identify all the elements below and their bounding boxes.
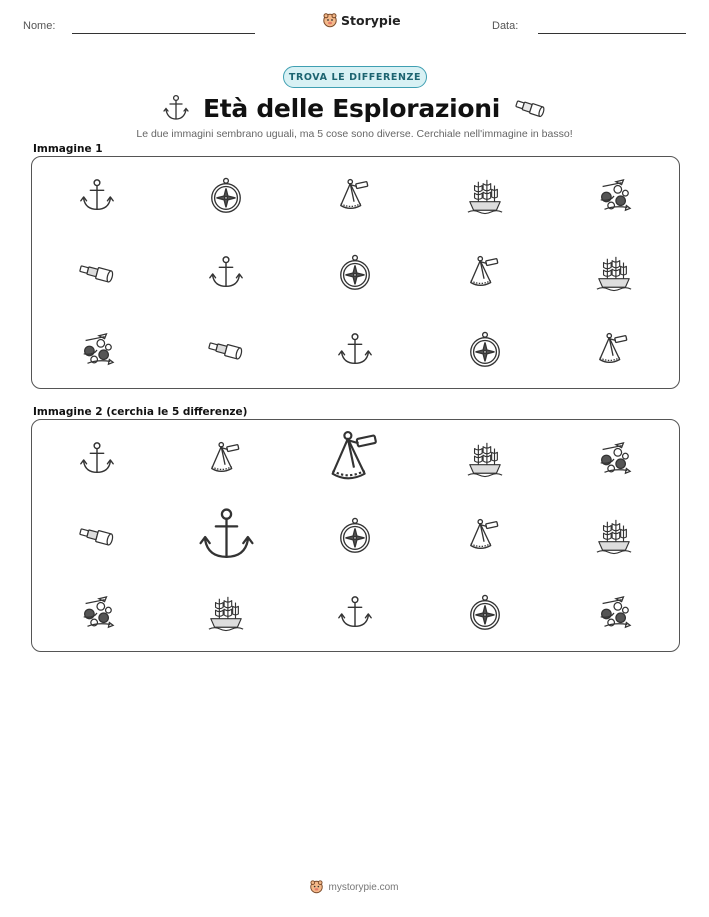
flowers-icon: [78, 594, 116, 632]
image2-cell[interactable]: [161, 497, 290, 574]
image2-cell[interactable]: [161, 574, 290, 651]
compass-icon: [336, 517, 374, 555]
storypie-mascot-icon: [323, 13, 337, 28]
sextant-icon: [466, 254, 504, 292]
anchor-icon: [336, 331, 374, 369]
image2-panel: [31, 419, 680, 652]
image1-cell[interactable]: [550, 311, 679, 388]
image1-cell[interactable]: [161, 311, 290, 388]
flowers-icon: [595, 594, 633, 632]
compass-icon: [336, 254, 374, 292]
flowers-icon: [595, 440, 633, 478]
ship-icon: [595, 517, 633, 555]
image1-cell[interactable]: [550, 234, 679, 311]
image1-cell[interactable]: [291, 311, 420, 388]
sextant-icon: [207, 440, 245, 478]
footer-url: mystorypie.com: [328, 881, 399, 893]
image2-cell[interactable]: [550, 420, 679, 497]
brand-name: Storypie: [341, 13, 401, 28]
difference-badge: [283, 66, 427, 88]
flowers-icon: [78, 331, 116, 369]
image2-cell[interactable]: [32, 574, 161, 651]
name-label: Nome:: [23, 20, 56, 32]
image1-panel: [31, 156, 680, 389]
image2-cell[interactable]: [420, 574, 549, 651]
panel2-label: Immagine 2 (cerchia le 5 differenze): [33, 406, 248, 418]
image1-cell[interactable]: [32, 311, 161, 388]
image2-cell[interactable]: [291, 420, 420, 497]
anchor-icon: [78, 177, 116, 215]
ship-icon: [466, 440, 504, 478]
ship-icon: [466, 177, 504, 215]
image2-cell[interactable]: [550, 497, 679, 574]
image1-cell[interactable]: [420, 157, 549, 234]
image2-cell[interactable]: [420, 420, 549, 497]
compass-icon: [466, 331, 504, 369]
image2-cell[interactable]: [420, 497, 549, 574]
instructions-text: Le due immagini sembrano uguali, ma 5 cose sono diverse. Cerchiale nell'immagine in basso!: [136, 128, 573, 140]
image1-cell[interactable]: [420, 234, 549, 311]
image1-cell[interactable]: [161, 234, 290, 311]
sextant-icon: [595, 331, 633, 369]
panel1-label: Immagine 1: [33, 143, 103, 155]
title-row: [0, 90, 709, 126]
image2-cell[interactable]: [550, 574, 679, 651]
image2-grid: [32, 420, 679, 651]
spyglass-icon: [514, 98, 546, 118]
page-title: Età delle Esplorazioni: [202, 93, 501, 123]
anchor-icon: [196, 505, 257, 566]
image2-cell[interactable]: [32, 497, 161, 574]
image2-cell[interactable]: [291, 497, 420, 574]
image1-cell[interactable]: [32, 157, 161, 234]
compass-icon: [466, 594, 504, 632]
image1-cell[interactable]: [161, 157, 290, 234]
date-line[interactable]: [538, 33, 686, 34]
sextant-icon: [466, 517, 504, 555]
image1-cell[interactable]: [32, 234, 161, 311]
image2-cell[interactable]: [291, 574, 420, 651]
sextant-icon: [325, 428, 386, 489]
image1-cell[interactable]: [291, 234, 420, 311]
image1-cell[interactable]: [291, 157, 420, 234]
date-label: Data:: [492, 20, 519, 32]
spyglass-icon: [78, 517, 116, 555]
ship-icon: [207, 594, 245, 632]
image2-cell[interactable]: [161, 420, 290, 497]
storypie-mascot-icon: [310, 880, 323, 894]
anchor-icon: [207, 254, 245, 292]
ship-icon: [595, 254, 633, 292]
anchor-icon: [336, 594, 374, 632]
image2-cell[interactable]: [32, 420, 161, 497]
badge-text: TROVA LE DIFFERENZE: [288, 71, 422, 83]
compass-icon: [207, 177, 245, 215]
name-line[interactable]: [72, 33, 255, 34]
sextant-icon: [336, 177, 374, 215]
brand-logo: [323, 13, 401, 28]
spyglass-icon: [207, 331, 245, 369]
spyglass-icon: [78, 254, 116, 292]
flowers-icon: [595, 177, 633, 215]
image1-cell[interactable]: [550, 157, 679, 234]
image1-grid: [32, 157, 679, 388]
footer: [0, 880, 709, 894]
anchor-icon: [163, 94, 189, 122]
anchor-icon: [78, 440, 116, 478]
image1-cell[interactable]: [420, 311, 549, 388]
